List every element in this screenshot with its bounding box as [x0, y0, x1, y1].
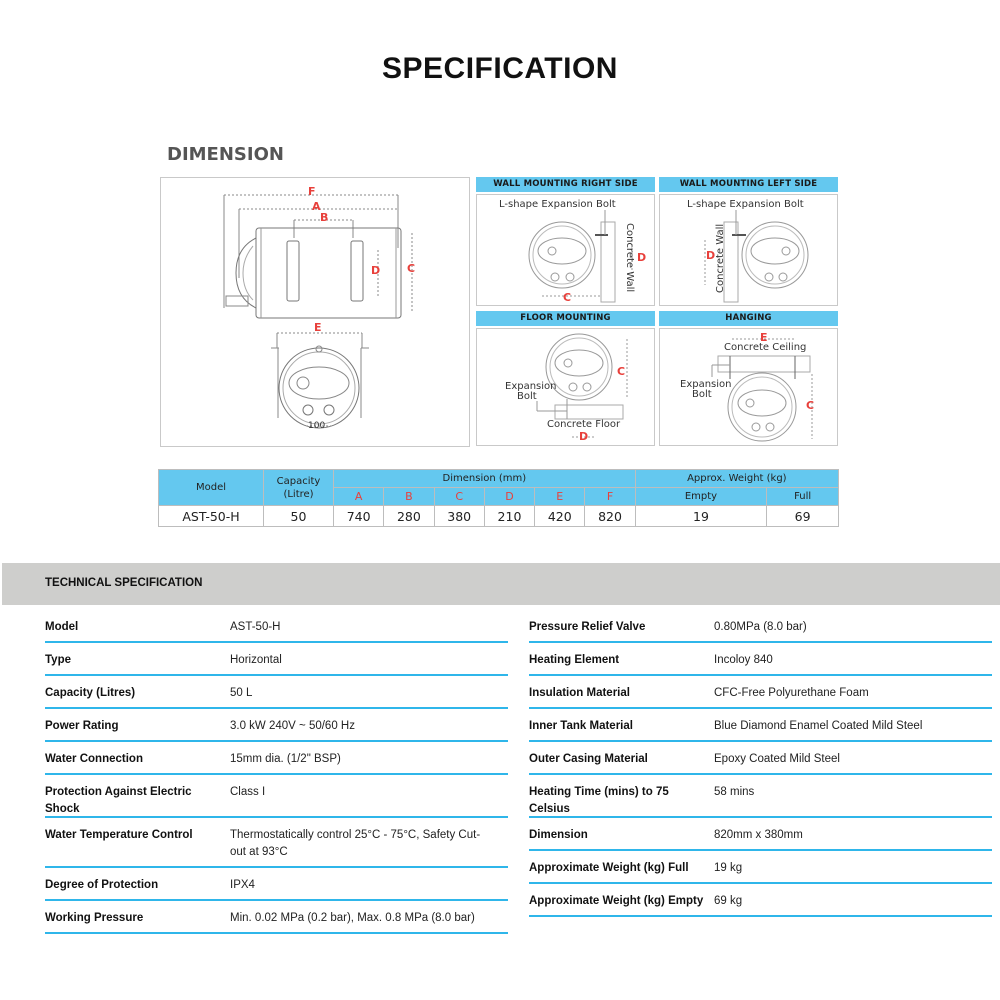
dim-label-e: E: [760, 331, 768, 344]
cell-b: 280: [384, 506, 434, 527]
dim-label-100: 100: [308, 421, 326, 431]
spec-label: Power Rating: [45, 720, 119, 732]
capacity-label: Capacity: [276, 475, 321, 487]
spec-row: [529, 818, 992, 851]
label-bolt: Bolt: [517, 391, 537, 402]
panel-wall-mounting-right: [476, 194, 655, 306]
col-header-c: C: [434, 488, 484, 506]
spec-label: Degree of Protection: [45, 879, 159, 891]
spec-row: [529, 610, 992, 643]
spec-list-right: [529, 610, 992, 917]
spec-row: [45, 901, 508, 934]
spec-label: Outer Casing Material: [529, 753, 648, 765]
col-header-d: D: [484, 488, 534, 506]
spec-value: Class I: [230, 786, 266, 798]
col-header-dimension: Dimension (mm): [334, 470, 636, 488]
col-header-f: F: [585, 488, 635, 506]
spec-value: Horizontal: [230, 654, 282, 666]
spec-label: Model: [45, 621, 79, 633]
col-header-e: E: [535, 488, 585, 506]
dim-label-c: C: [407, 262, 416, 275]
spec-value: IPX4: [230, 879, 255, 891]
label-l-shape-bolt: L-shape Expansion Bolt: [687, 199, 804, 210]
dimension-heading: DIMENSION: [167, 144, 284, 165]
cell-capacity: 50: [264, 506, 334, 527]
cell-f: 820: [585, 506, 635, 527]
dim-label-c: C: [617, 365, 626, 378]
technical-spec-title: TECHNICAL SPECIFICATION: [45, 577, 203, 589]
spec-label: Approximate Weight (kg) Full: [529, 862, 689, 874]
spec-value: 0.80MPa (8.0 bar): [714, 621, 807, 633]
spec-value: 19 kg: [714, 862, 743, 874]
dim-label-d: D: [637, 251, 647, 264]
panel-title-hanging: HANGING: [659, 311, 838, 326]
dim-label-c: C: [806, 399, 815, 412]
spec-label: Heating Time (mins) to 75 Celsius: [529, 786, 669, 815]
label-concrete-floor: Concrete Floor: [547, 419, 621, 430]
dim-label-d: D: [706, 249, 716, 262]
spec-label: Approximate Weight (kg) Empty: [529, 895, 704, 907]
col-header-empty: Empty: [635, 488, 767, 506]
label-expansion: Expansion: [505, 381, 557, 392]
cell-c: 380: [434, 506, 484, 527]
spec-row: [45, 610, 508, 643]
table-row: [159, 506, 839, 527]
panel-title-wall-left: WALL MOUNTING LEFT SIDE: [659, 177, 838, 192]
cell-e: 420: [535, 506, 585, 527]
dim-label-a: A: [312, 200, 321, 213]
spec-value: Epoxy Coated Mild Steel: [714, 753, 840, 765]
spec-row: [529, 775, 992, 818]
col-header-full: Full: [767, 488, 839, 506]
spec-row: [45, 775, 508, 818]
dim-label-c: C: [563, 291, 572, 304]
panel-hanging: [659, 328, 838, 446]
technical-spec-header: [2, 563, 1000, 605]
spec-label: Type: [45, 654, 71, 666]
spec-value: 3.0 kW 240V ~ 50/60 Hz: [230, 720, 355, 732]
spec-row: [45, 676, 508, 709]
cell-model: AST-50-H: [159, 506, 264, 527]
spec-label: Dimension: [529, 829, 588, 841]
spec-value: 58 mins: [714, 786, 755, 798]
spec-value: Thermostatically control 25°C - 75°C, Safety Cut-out at 93°C: [230, 829, 481, 858]
spec-row: [529, 709, 992, 742]
dim-label-d: D: [579, 430, 589, 443]
main-dimension-diagram: [160, 177, 470, 447]
panel-title-floor: FLOOR MOUNTING: [476, 311, 655, 326]
cell-d: 210: [484, 506, 534, 527]
spec-value: Min. 0.02 MPa (0.2 bar), Max. 0.8 MPa (8.0 bar): [230, 912, 475, 924]
spec-label: Heating Element: [529, 654, 620, 666]
capacity-unit: (Litre): [283, 488, 314, 500]
spec-row: [45, 868, 508, 901]
dimension-table: [158, 469, 839, 527]
spec-label: Water Temperature Control: [45, 829, 193, 841]
spec-label: Pressure Relief Valve: [529, 621, 646, 633]
spec-value: 69 kg: [714, 895, 743, 907]
spec-value: 15mm dia. (1/2" BSP): [230, 753, 341, 765]
cell-full: 69: [767, 506, 839, 527]
dim-label-b: B: [320, 211, 329, 224]
spec-value: 820mm x 380mm: [714, 829, 803, 841]
panel-wall-mounting-left: [659, 194, 838, 306]
wall-left-diagram-icon: [660, 195, 839, 307]
spec-row: [45, 742, 508, 775]
spec-label: Protection Against Electric Shock: [45, 786, 192, 815]
col-header-b: B: [384, 488, 434, 506]
col-header-capacity: [264, 470, 334, 506]
water-heater-diagram-icon: [161, 178, 471, 448]
page-title: SPECIFICATION: [382, 52, 618, 85]
spec-label: Insulation Material: [529, 687, 630, 699]
spec-label: Working Pressure: [45, 912, 144, 924]
col-header-weight: Approx. Weight (kg): [635, 470, 838, 488]
label-concrete-ceiling: Concrete Ceiling: [724, 342, 807, 353]
spec-row: [529, 742, 992, 775]
spec-row: [45, 709, 508, 742]
col-header-model: Model: [159, 470, 264, 506]
spec-label: Inner Tank Material: [529, 720, 633, 732]
label-concrete-wall: Concrete Wall: [624, 223, 635, 293]
spec-value: Blue Diamond Enamel Coated Mild Steel: [714, 720, 923, 732]
label-l-shape-bolt: L-shape Expansion Bolt: [499, 199, 616, 210]
spec-value: CFC-Free Polyurethane Foam: [714, 687, 869, 699]
label-bolt: Bolt: [692, 389, 712, 400]
spec-row: [529, 851, 992, 884]
spec-row: [45, 818, 508, 868]
panel-title-wall-right: WALL MOUNTING RIGHT SIDE: [476, 177, 655, 192]
spec-label: Water Connection: [45, 753, 143, 765]
spec-value: Incoloy 840: [714, 654, 773, 666]
spec-row: [529, 643, 992, 676]
panel-floor-mounting: [476, 328, 655, 446]
dim-label-f: F: [308, 185, 316, 198]
spec-value: AST-50-H: [230, 621, 281, 633]
spec-row: [529, 676, 992, 709]
dim-label-d: D: [371, 264, 381, 277]
spec-value: 50 L: [230, 687, 253, 699]
dim-label-e: E: [314, 321, 322, 334]
spec-row: [45, 643, 508, 676]
label-concrete-wall: Concrete Wall: [715, 223, 726, 293]
cell-empty: 19: [635, 506, 767, 527]
spec-row: [529, 884, 992, 917]
spec-label: Capacity (Litres): [45, 687, 136, 699]
label-expansion: Expansion: [680, 379, 732, 390]
spec-list-left: [45, 610, 508, 934]
cell-a: 740: [334, 506, 384, 527]
col-header-a: A: [334, 488, 384, 506]
